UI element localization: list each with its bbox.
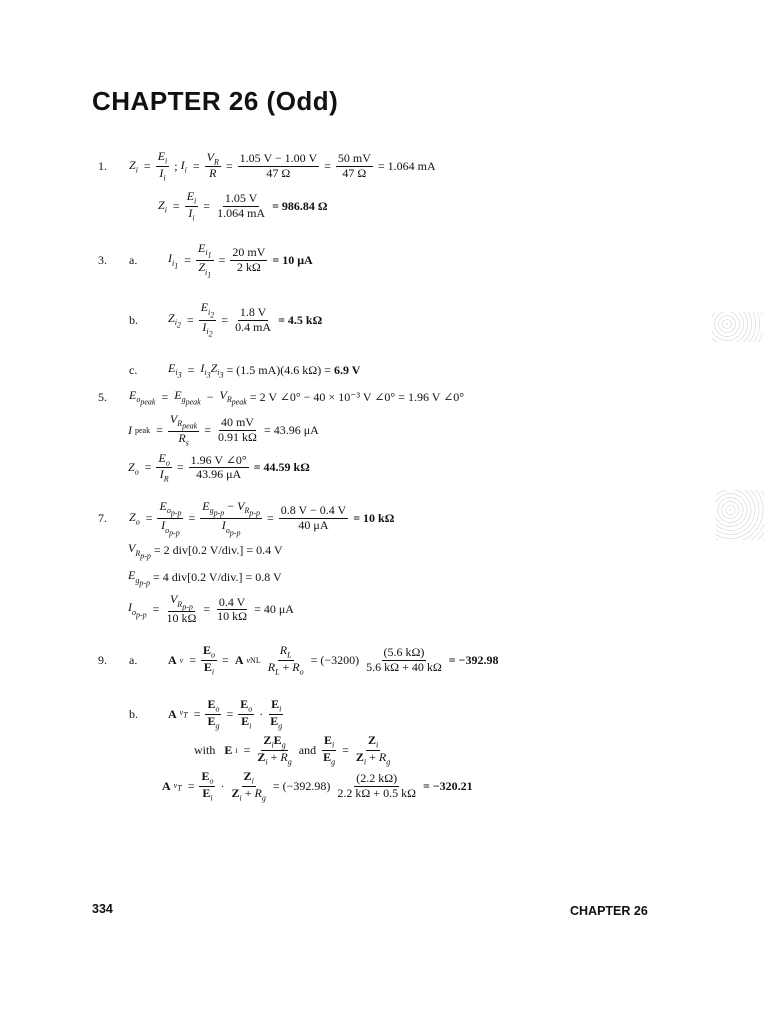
result: = 986.84 Ω bbox=[272, 198, 328, 213]
result: = 10 kΩ bbox=[353, 511, 395, 526]
problem-9: 9. a. A v = $\frac{E_o}{E_i}$ = A vNL $\frac{R_L}{R_L + R_o}$ = (−3200) $\frac{(5.6 k\Omega)}{5.6 k\Omega + 40 k\Omega}$ = −392.98 b. A $v_T$ = $\frac{E_o}{E_g}$ = $\frac{E_o}{E_i}$ · $\frac{E_i}{E_g}$ with E i = $\frac{Z_iE_g}{Z_i + R_g}$ and $\frac{E_i}{E_g}$ = $\frac{Z_i}{Z_i + R_g}$ A $v_T$ = $\frac{E_o}{E_i}$ · $\frac{Z_i}{Z_i + R_g}$ = (−392.98) $\frac{(2.2 k\Omega)}{2.2 k\Omega + 0.5 k\Omega}$ = −320.21 bbox=[98, 643, 499, 803]
part-label: b. bbox=[129, 312, 138, 327]
problem-1: 1. $Z_i$ = $\frac{E_i}{I_i}$ ; $I_i$ = $\frac{V_R}{R}$ = $\frac{1.05 V - 1.00 V}{47 \Omega}$ = $\frac{50 mV}{47 \Omega}$ = 1.064 mA $Z_i$ = $\frac{E_i}{I_i}$ = $\frac{1.05 V}{1.064 mA}$ = 986.84 Ω bbox=[98, 149, 436, 223]
problem-number: 1. bbox=[98, 158, 107, 173]
problem-number: 9. bbox=[98, 652, 107, 667]
expression: = (−392.98) bbox=[272, 779, 331, 794]
result: = 44.59 kΩ bbox=[253, 460, 310, 475]
part-label: b. bbox=[129, 706, 138, 721]
result: = −320.21 bbox=[423, 779, 473, 794]
page-number: 334 bbox=[92, 902, 113, 916]
footer-chapter: CHAPTER 26 bbox=[570, 904, 648, 918]
equation: = 2 div[0.2 V/div.] = 0.4 V bbox=[153, 543, 283, 558]
part-label: c. bbox=[129, 362, 138, 377]
scan-speck bbox=[712, 312, 762, 342]
problem-number: 5. bbox=[98, 389, 107, 404]
result: = −392.98 bbox=[448, 652, 499, 667]
text-with: with bbox=[194, 742, 216, 757]
problem-3: 3. a. $I_{i_1}$ = $\frac{E_{i_1}}{Z_{i_1}}$ = $\frac{20 mV}{2 k\Omega}$ = 10 μA b. $Z_{i_2}$ = $\frac{E_{i_2}}{I_{i_2}}$ = $\frac{1.8 V}{0.4 mA}$ = 4.5 kΩ c. $E_{i_3}$ = $I_{i_3}Z_{i_3}$ = (1.5 mA)(4.6 kΩ) = 6.9 V bbox=[98, 241, 361, 380]
result: = 4.5 kΩ bbox=[278, 312, 323, 327]
part-label: a. bbox=[129, 652, 138, 667]
result: = 10 μA bbox=[272, 253, 313, 268]
problem-number: 3. bbox=[98, 253, 107, 268]
scan-speck bbox=[716, 490, 764, 540]
part-label: a. bbox=[129, 253, 138, 268]
problem-number: 7. bbox=[98, 511, 107, 526]
problem-5: 5. $E_{o_{peak}}$ = $E_{g_{peak}}$ − $V_{R_{peak}}$ = 2 V ∠0° − 40 × 10⁻³ V ∠0° = 1.96 V ∠0° I peak = $\frac{V_{R_{peak}}}{R_s}$ = $\frac{40 mV}{0.91 k\Omega}$ = 43.96 μA $Z_o$ = $\frac{E_o}{I_R}$ = $\frac{1.96 V \angle 0^\circ}{43.96 \mu A}$ = 44.59 kΩ bbox=[98, 388, 465, 484]
result: = 40 μA bbox=[254, 602, 294, 617]
equation: = 4 div[0.2 V/div.] = 0.8 V bbox=[153, 570, 282, 585]
text-and: and bbox=[298, 742, 317, 757]
problem-7: 7. $Z_o$ = $\frac{E_{o_{p-p}}}{I_{o_{p-p}}}$ = $\frac{E_{g_{p-p}} - V_{R_{p-p}}}{I_{o_{p-p}}}$ = $\frac{0.8 V - 0.4 V}{40 \mu A}$ = 10 kΩ $V_{R_{p-p}}$ = 2 div[0.2 V/div.] = 0.4 V $E_{g_{p-p}}$ = 4 div[0.2 V/div.] = 0.8 V $I_{o_{p-p}}$ = $\frac{V_{R_{p-p}}}{10 k\Omega}$ = $\frac{0.4 V}{10 k\Omega}$ = 40 μA bbox=[98, 499, 395, 626]
page-title: CHAPTER 26 (Odd) bbox=[92, 86, 339, 116]
expression: = (−3200) bbox=[310, 652, 360, 667]
result: = 1.064 mA bbox=[377, 158, 436, 173]
result: 6.9 V bbox=[333, 362, 361, 377]
equation: = 2 V ∠0° − 40 × 10⁻³ V ∠0° = 1.96 V ∠0° bbox=[249, 389, 465, 404]
result: = 43.96 μA bbox=[263, 422, 319, 437]
expression: = (1.5 mA)(4.6 kΩ) = bbox=[226, 362, 331, 377]
